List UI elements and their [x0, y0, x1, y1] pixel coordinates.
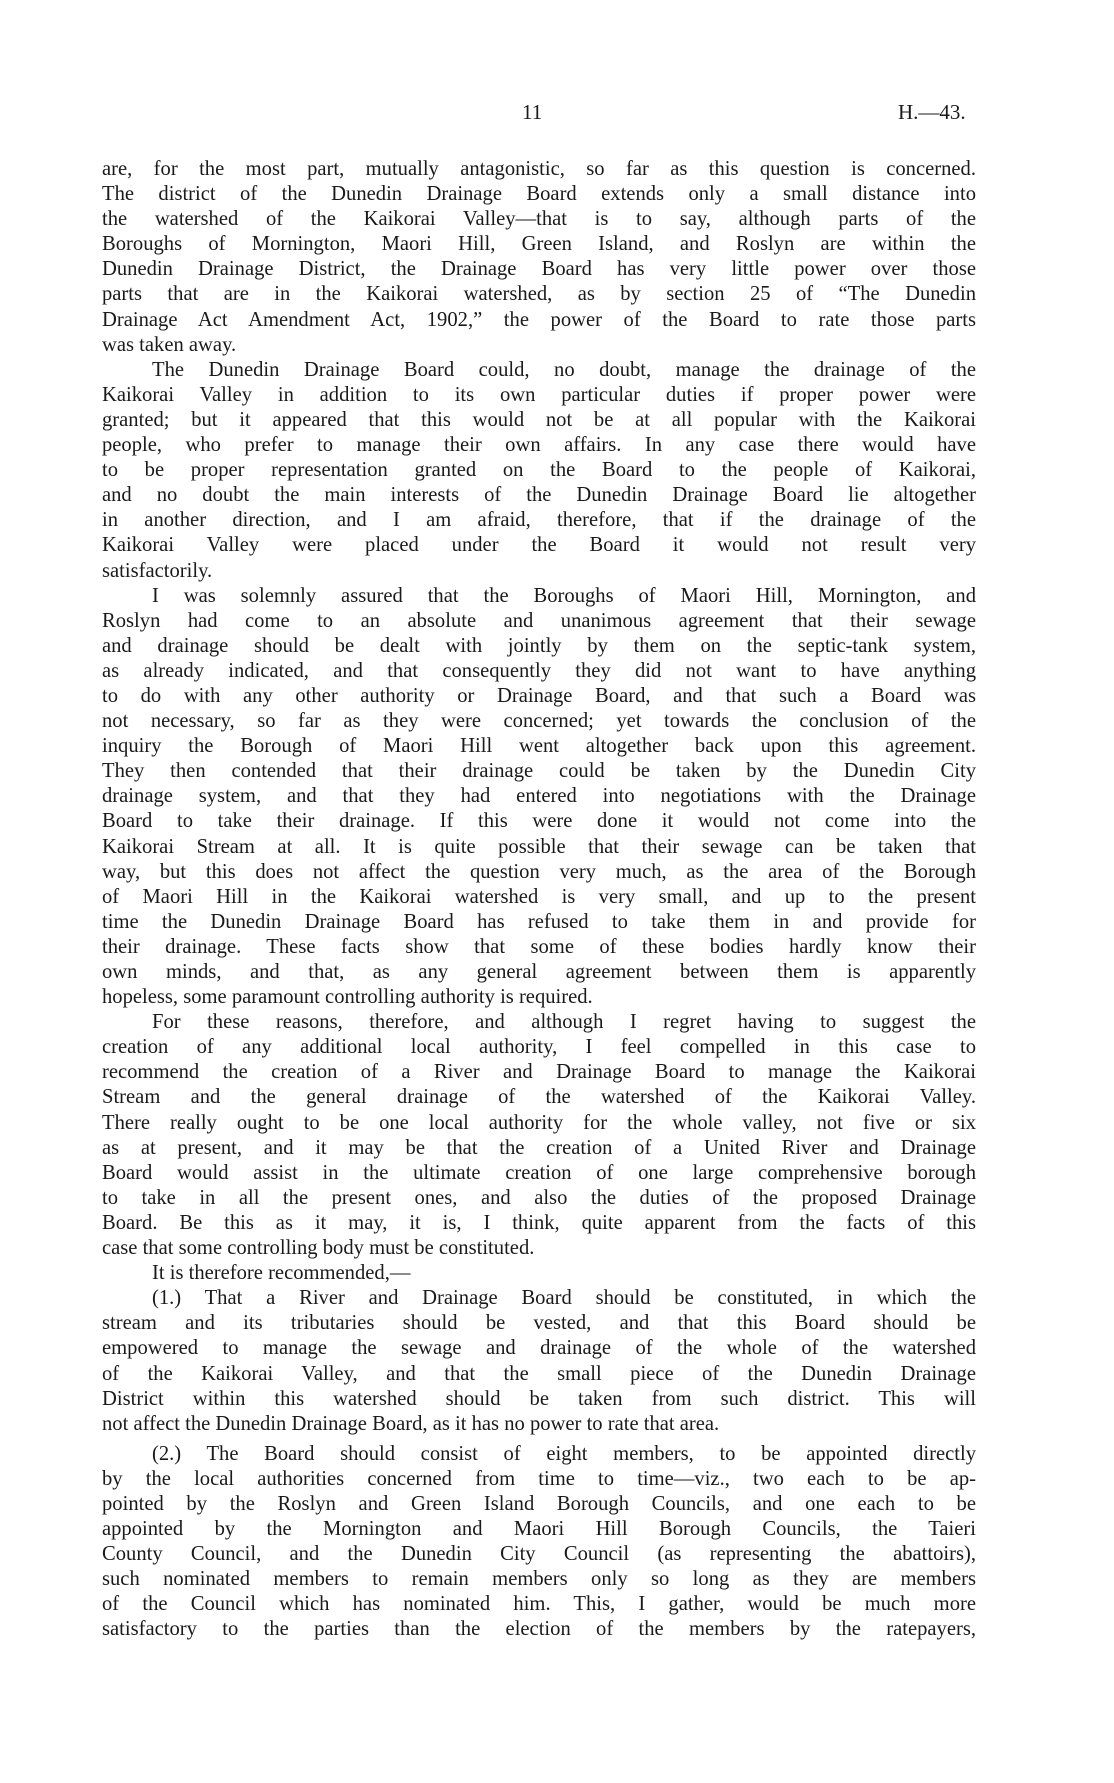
text-line: way, but this does not affect the question very much, as the area of the Borough — [102, 860, 976, 883]
paragraph — [102, 1010, 976, 1261]
text-line: Stream and the general drainage of the watershed of the Kaikorai Valley. — [102, 1086, 976, 1109]
page-number: 11 — [522, 100, 543, 124]
text-line: (1.) That a River and Drainage Board should be constituted, in which the — [152, 1287, 976, 1310]
text-line: by the local authorities concerned from time to time—viz., two each to be ap- — [102, 1467, 976, 1490]
text-line: and drainage should be dealt with jointly by them on the septic-tank system, — [102, 634, 976, 657]
text-line: Board to take their drainage. If this were done it would not come into the — [102, 810, 976, 833]
document-code: H.—43. — [898, 100, 966, 124]
paragraph — [102, 157, 976, 358]
paragraph — [102, 1442, 976, 1643]
text-line: of Maori Hill in the Kaikorai watershed is very small, and up to the present — [102, 885, 976, 908]
text-line: It is therefore recommended,— — [152, 1262, 411, 1285]
text-line: own minds, and that, as any general agreement between them is apparently — [102, 961, 976, 983]
text-line: hopeless, some paramount controlling authority is required. — [102, 986, 593, 1009]
text-line: and no doubt the main interests of the Dunedin Drainage Board lie altogether — [102, 484, 976, 507]
document-body — [102, 157, 976, 1643]
text-line: granted; but it appeared that this would not be at all popular with the Kaikorai — [102, 408, 976, 431]
text-line: stream and its tributaries should be vested, and that this Board should be — [102, 1312, 976, 1335]
text-line: satisfactory to the parties than the election of the members by the ratepayers, — [102, 1618, 976, 1641]
text-line: Kaikorai Valley in addition to its own particular duties if proper power were — [102, 383, 976, 406]
text-line: The Dunedin Drainage Board could, no doubt, manage the drainage of the — [152, 358, 976, 381]
text-line: They then contended that their drainage could be taken by the Dunedin City — [102, 760, 976, 783]
text-line: pointed by the Roslyn and Green Island Borough Councils, and one each to be — [102, 1492, 976, 1515]
text-line: to be proper representation granted on the Board to the people of Kaikorai, — [102, 459, 976, 482]
text-line: Roslyn had come to an absolute and unanimous agreement that their sewage — [102, 609, 976, 632]
text-line: not necessary, so far as they were concerned; yet towards the conclusion of the — [102, 710, 976, 733]
text-line: their drainage. These facts show that some of these bodies hardly know their — [102, 935, 976, 958]
text-line: as at present, and it may be that the creation of a United River and Drainage — [102, 1136, 976, 1159]
text-line: creation of any additional local authority, I feel compelled in this case to — [102, 1036, 976, 1059]
text-line: inquiry the Borough of Maori Hill went altogether back upon this agreement. — [102, 735, 976, 758]
text-line: County Council, and the Dunedin City Council (as representing the abattoirs), — [102, 1543, 976, 1566]
paragraph — [102, 358, 976, 584]
paragraph — [102, 1286, 976, 1437]
text-line: Board. Be this as it may, it is, I think, quite apparent from the facts of this — [102, 1211, 976, 1234]
text-line: to do with any other authority or Drainage Board, and that such a Board was — [102, 684, 976, 707]
text-line: There really ought to be one local authority for the whole valley, not five or six — [102, 1111, 976, 1134]
text-line: to take in all the present ones, and also the duties of the proposed Drainage — [102, 1186, 976, 1209]
text-line: drainage system, and that they had entered into negotiations with the Drainage — [102, 785, 976, 808]
text-line: appointed by the Mornington and Maori Hill Borough Councils, the Taieri — [102, 1518, 976, 1541]
text-line: empowered to manage the sewage and drainage of the whole of the watershed — [102, 1337, 976, 1360]
text-line: The district of the Dunedin Drainage Board extends only a small distance into — [102, 183, 976, 206]
text-line: Kaikorai Valley were placed under the Board it would not result very — [102, 534, 976, 557]
text-line: as already indicated, and that consequently they did not want to have anything — [102, 659, 976, 682]
paragraph — [102, 584, 976, 1011]
text-line: Boroughs of Mornington, Maori Hill, Green Island, and Roslyn are within the — [102, 233, 976, 256]
text-line: satisfactorily. — [102, 559, 213, 582]
text-line: of the Kaikorai Valley, and that the small piece of the Dunedin Drainage — [102, 1362, 976, 1385]
text-line: such nominated members to remain members only so long as they are members — [102, 1568, 976, 1591]
text-line: Drainage Act Amendment Act, 1902,” the power of the Board to rate those parts — [102, 308, 976, 331]
text-line: For these reasons, therefore, and although I regret having to suggest the — [152, 1011, 976, 1034]
text-line: recommend the creation of a River and Drainage Board to manage the Kaikorai — [102, 1061, 976, 1084]
text-line: are, for the most part, mutually antagonistic, so far as this question is concerned. — [102, 158, 976, 180]
text-line: people, who prefer to manage their own affairs. In any case there would have — [102, 434, 976, 457]
paragraph — [102, 1261, 976, 1286]
text-line: District within this watershed should be taken from such district. This will — [102, 1387, 976, 1410]
text-line: of the Council which has nominated him. This, I gather, would be much more — [102, 1593, 976, 1616]
text-line: case that some controlling body must be constituted. — [102, 1237, 535, 1260]
text-line: Board would assist in the ultimate creation of one large comprehensive borough — [102, 1161, 976, 1184]
text-line: parts that are in the Kaikorai watershed, as by section 25 of “The Dunedin — [102, 283, 976, 306]
text-line: (2.) The Board should consist of eight members, to be appointed directly — [152, 1442, 976, 1465]
text-line: not affect the Dunedin Drainage Board, as it has no power to rate that area. — [102, 1412, 720, 1435]
text-line: in another direction, and I am afraid, therefore, that if the drainage of the — [102, 509, 976, 532]
text-line: Dunedin Drainage District, the Drainage Board has very little power over those — [102, 258, 976, 281]
text-line: I was solemnly assured that the Boroughs of Maori Hill, Mornington, and — [152, 584, 976, 607]
text-line: time the Dunedin Drainage Board has refused to take them in and provide for — [102, 910, 976, 933]
text-line: was taken away. — [102, 333, 237, 356]
text-line: Kaikorai Stream at all. It is quite possible that their sewage can be taken that — [102, 835, 976, 858]
text-line: the watershed of the Kaikorai Valley—that is to say, although parts of the — [102, 208, 976, 231]
